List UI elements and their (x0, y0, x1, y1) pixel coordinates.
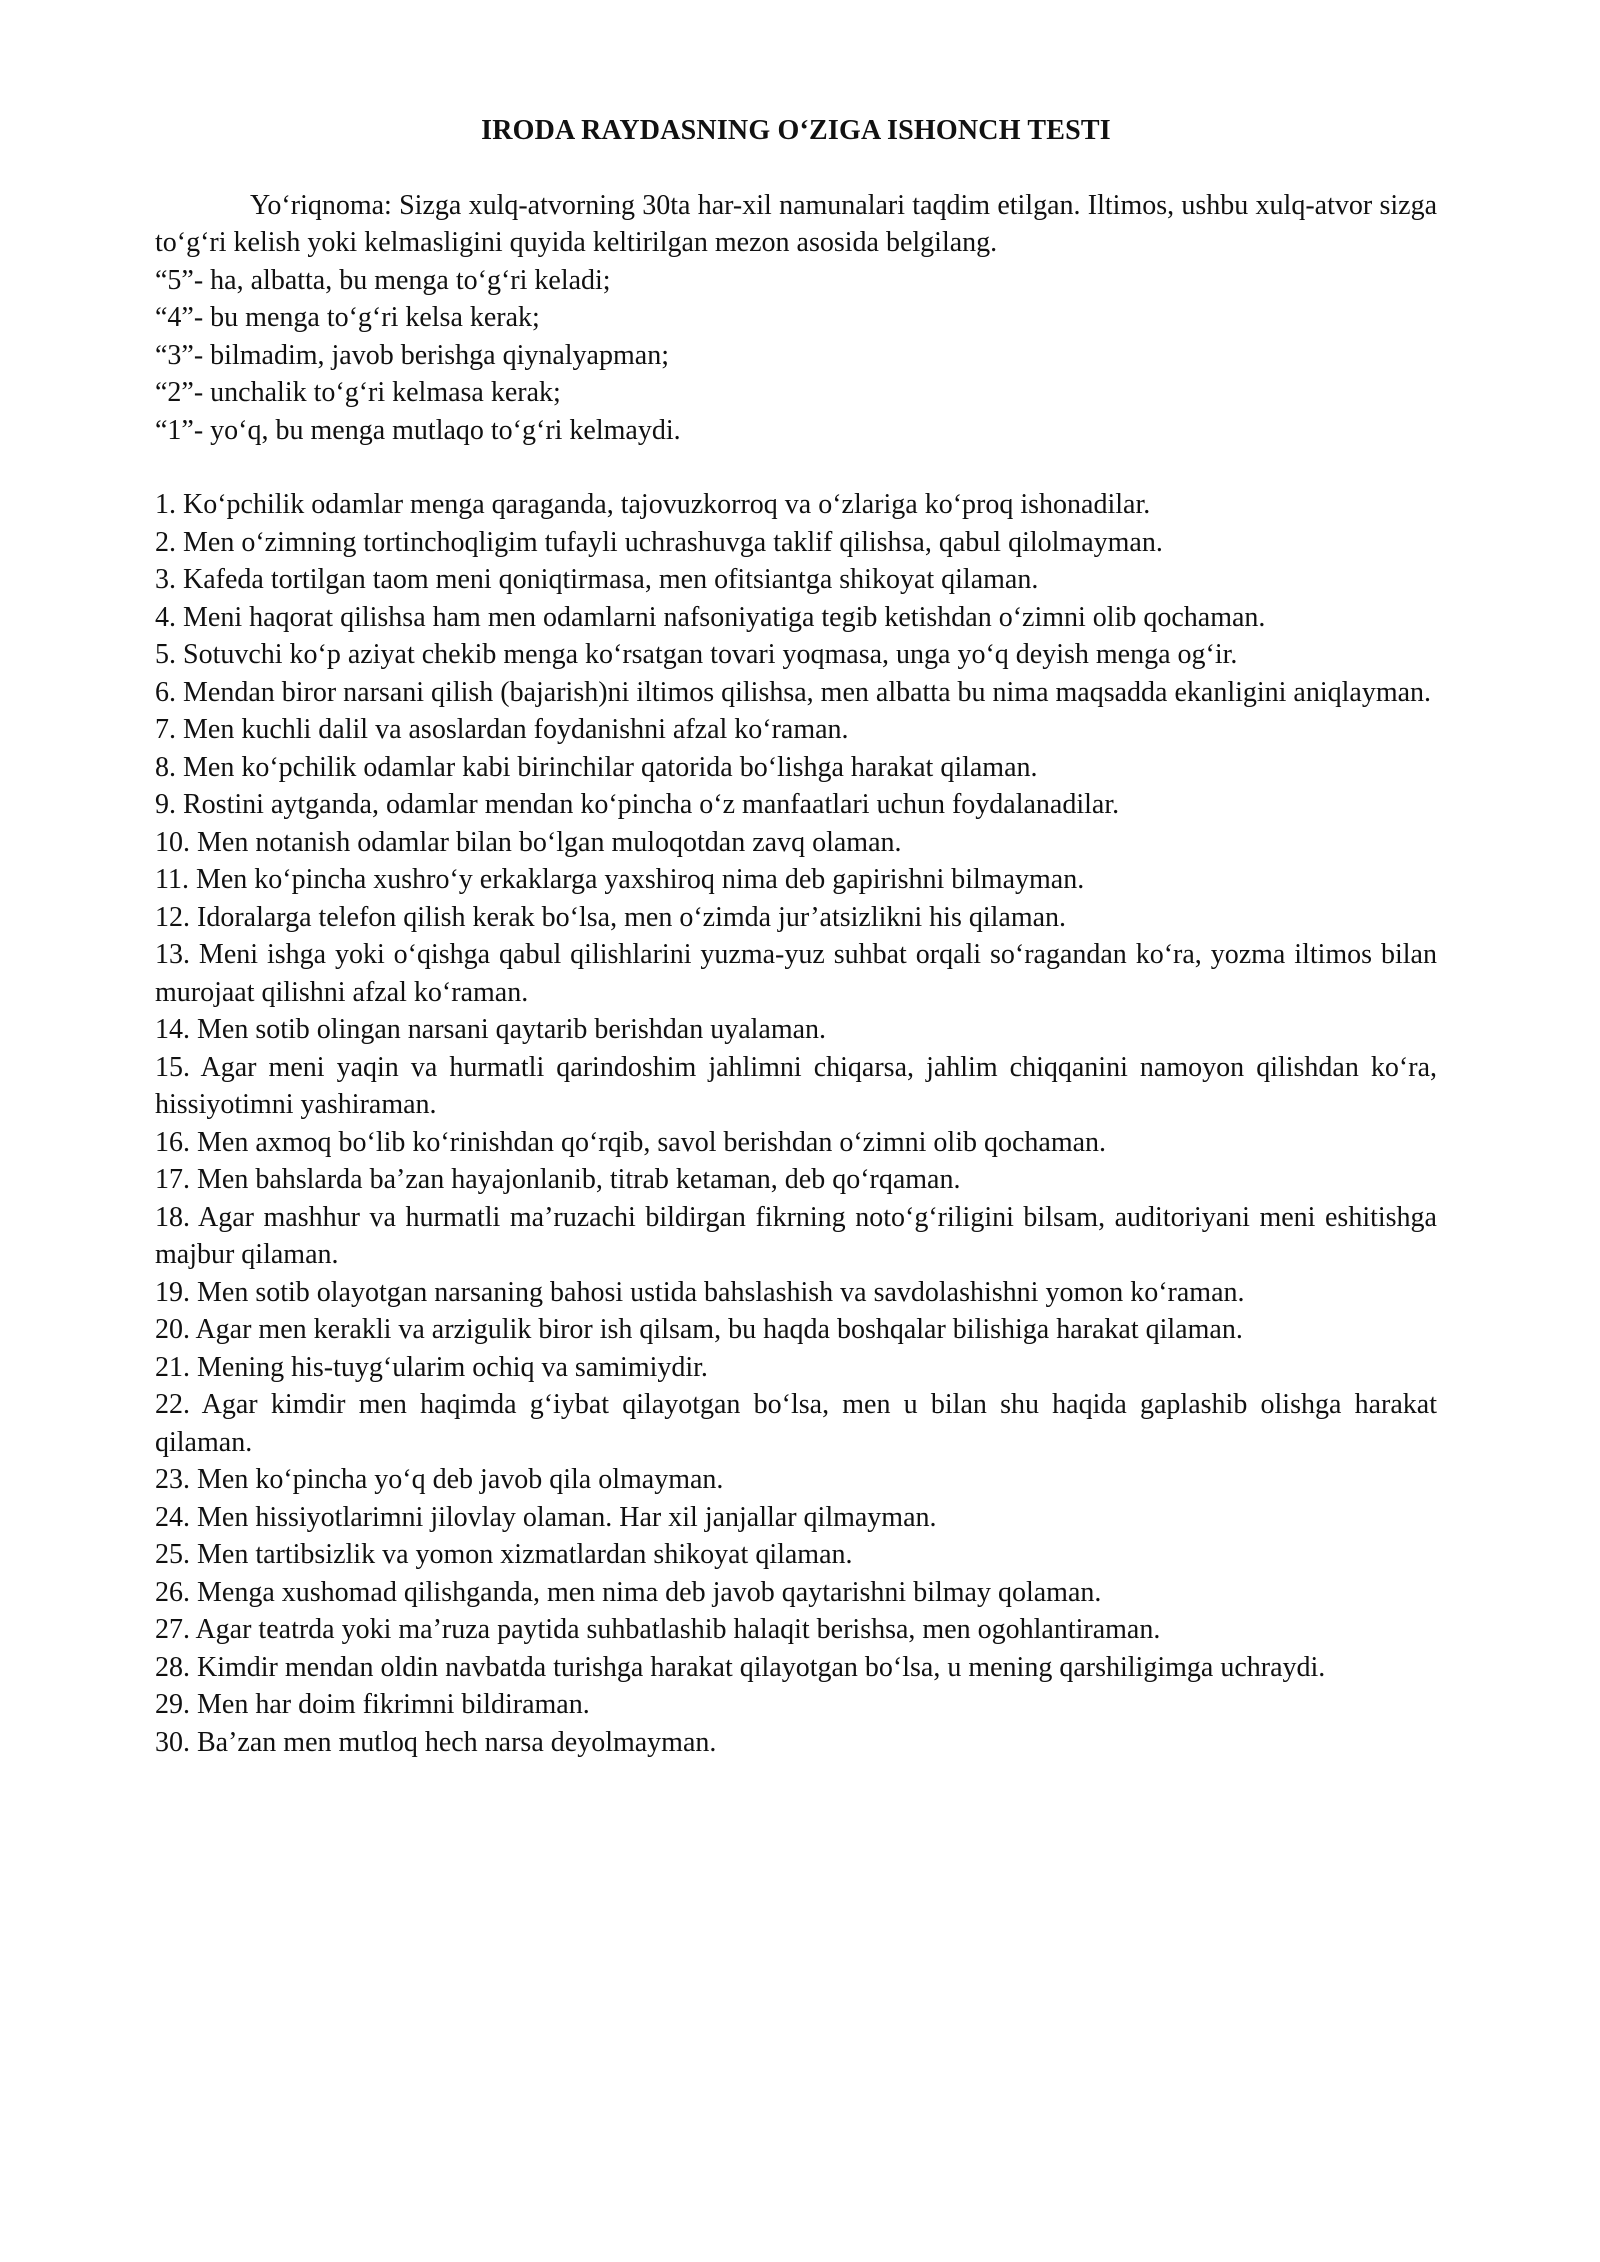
question-item: 10. Men notanish odamlar bilan bo‘lgan muloqotdan zavq olaman. (155, 826, 902, 858)
question-item: 29. Men har doim fikrimni bildiraman. (155, 1689, 590, 1720)
question-item: 24. Men hissiyotlarimni jilovlay olaman. Har xil janjallar qilmayman. (155, 1501, 937, 1533)
scale-item-3: “3”- bilmadim, javob berishga qiynalyapman; (155, 339, 669, 371)
question-item: 15. Agar meni yaqin va hurmatli qarindoshim jahlimni chiqarsa, jahlim chiqqanini namoyon qilishdan ko‘ra, hissiyotimni yashiraman. (155, 1051, 1437, 1120)
question-item: 28. Kimdir mendan oldin navbatda turishga harakat qilayotgan bo‘lsa, u mening qarshiligimga uchraydi. (155, 1651, 1326, 1683)
question-item: 14. Men sotib olingan narsani qaytarib berishdan uyalaman. (155, 1014, 827, 1045)
question-item: 5. Sotuvchi ko‘p aziyat chekib menga ko‘rsatgan tovari yoqmasa, unga yo‘q deyish menga og‘ir. (155, 639, 1238, 670)
question-item: 18. Agar mashhur va hurmatli ma’ruzachi bildirgan fikrning noto‘g‘riligini bilsam, auditoriyani meni eshitishga majbur qilaman. (155, 1201, 1437, 1270)
rating-scale (155, 262, 1437, 450)
scale-item-2: “2”- unchalik to‘g‘ri kelmasa kerak; (155, 377, 561, 408)
question-item: 21. Mening his-tuyg‘ularim ochiq va samimiydir. (155, 1351, 708, 1383)
question-item: 8. Men ko‘pchilik odamlar kabi birinchilar qatorida bo‘lishga harakat qilaman. (155, 751, 1038, 783)
instructions-paragraph: Yo‘riqnoma: Sizga xulq-atvorning 30ta har-xil namunalari taqdim etilgan. Iltimos, ushbu xulq-atvor sizga to‘g‘ri kelish yoki kelmasligini quyida keltirilgan mezon asosida belgilang. (155, 189, 1437, 258)
question-item: 11. Men ko‘pincha xushro‘y erkaklarga yaxshiroq nima deb gapirishni bilmayman. (155, 864, 1085, 895)
question-item: 30. Ba’zan men mutloq hech narsa deyolmayman. (155, 1726, 717, 1758)
scale-item-1: “1”- yo‘q, bu menga mutlaqo to‘g‘ri kelmaydi. (155, 414, 681, 446)
scale-item-4: “4”- bu menga to‘g‘ri kelsa kerak; (155, 302, 540, 333)
question-item: 3. Kafeda tortilgan taom meni qoniqtirmasa, men ofitsiantga shikoyat qilaman. (155, 564, 1039, 595)
question-item: 26. Menga xushomad qilishganda, men nima deb javob qaytarishni bilmay qolaman. (155, 1576, 1102, 1608)
question-list (155, 486, 1437, 1761)
question-item: 17. Men bahslarda ba’zan hayajonlanib, titrab ketaman, deb qo‘rqaman. (155, 1164, 961, 1195)
document-title: IRODA RAYDASNING O‘ZIGA ISHONCH TESTI (481, 115, 1111, 146)
question-item: 27. Agar teatrda yoki ma’ruza paytida suhbatlashib halaqit berishsa, men ogohlantiraman. (155, 1614, 1161, 1645)
question-item: 12. Idoralarga telefon qilish kerak bo‘lsa, men o‘zimda jur’atsizlikni his qilaman. (155, 901, 1067, 933)
question-item: 13. Meni ishga yoki o‘qishga qabul qilishlarini yuzma-yuz suhbat orqali so‘ragandan ko‘ra, yozma iltimos bilan murojaat qilishni afzal ko‘raman. (155, 939, 1437, 1008)
question-item: 16. Men axmoq bo‘lib ko‘rinishdan qo‘rqib, savol berishdan o‘zimni olib qochaman. (155, 1126, 1107, 1158)
question-item: 6. Mendan biror narsani qilish (bajarish)ni iltimos qilishsa, men albatta bu nima maqsadda ekanligini aniqlayman. (155, 676, 1432, 708)
question-item: 19. Men sotib olayotgan narsaning bahosi ustida bahslashish va savdolashishni yomon ko‘raman. (155, 1276, 1245, 1308)
question-item: 9. Rostini aytganda, odamlar mendan ko‘pincha o‘z manfaatlari uchun foydalanadilar. (155, 789, 1120, 820)
question-item: 1. Ko‘pchilik odamlar menga qaraganda, tajovuzkorroq va o‘zlariga ko‘proq ishonadilar. (155, 489, 1151, 520)
question-item: 23. Men ko‘pincha yo‘q deb javob qila olmayman. (155, 1464, 724, 1495)
question-item: 20. Agar men kerakli va arzigulik biror ish qilsam, bu haqda boshqalar bilishiga harakat qilaman. (155, 1314, 1243, 1345)
question-item: 7. Men kuchli dalil va asoslardan foydanishni afzal ko‘raman. (155, 714, 849, 745)
question-item: 4. Meni haqorat qilishsa ham men odamlarni nafsoniyatiga tegib ketishdan o‘zimni olib qochaman. (155, 601, 1266, 633)
question-item: 22. Agar kimdir men haqimda g‘iybat qilayotgan bo‘lsa, men u bilan shu haqida gaplashib olishga harakat qilaman. (155, 1389, 1437, 1458)
question-item: 2. Men o‘zimning tortinchoqligim tufayli uchrashuvga taklif qilishsa, qabul qilolmayman. (155, 526, 1163, 558)
question-item: 25. Men tartibsizlik va yomon xizmatlardan shikoyat qilaman. (155, 1539, 853, 1570)
scale-item-5: “5”- ha, albatta, bu menga to‘g‘ri keladi; (155, 264, 611, 296)
